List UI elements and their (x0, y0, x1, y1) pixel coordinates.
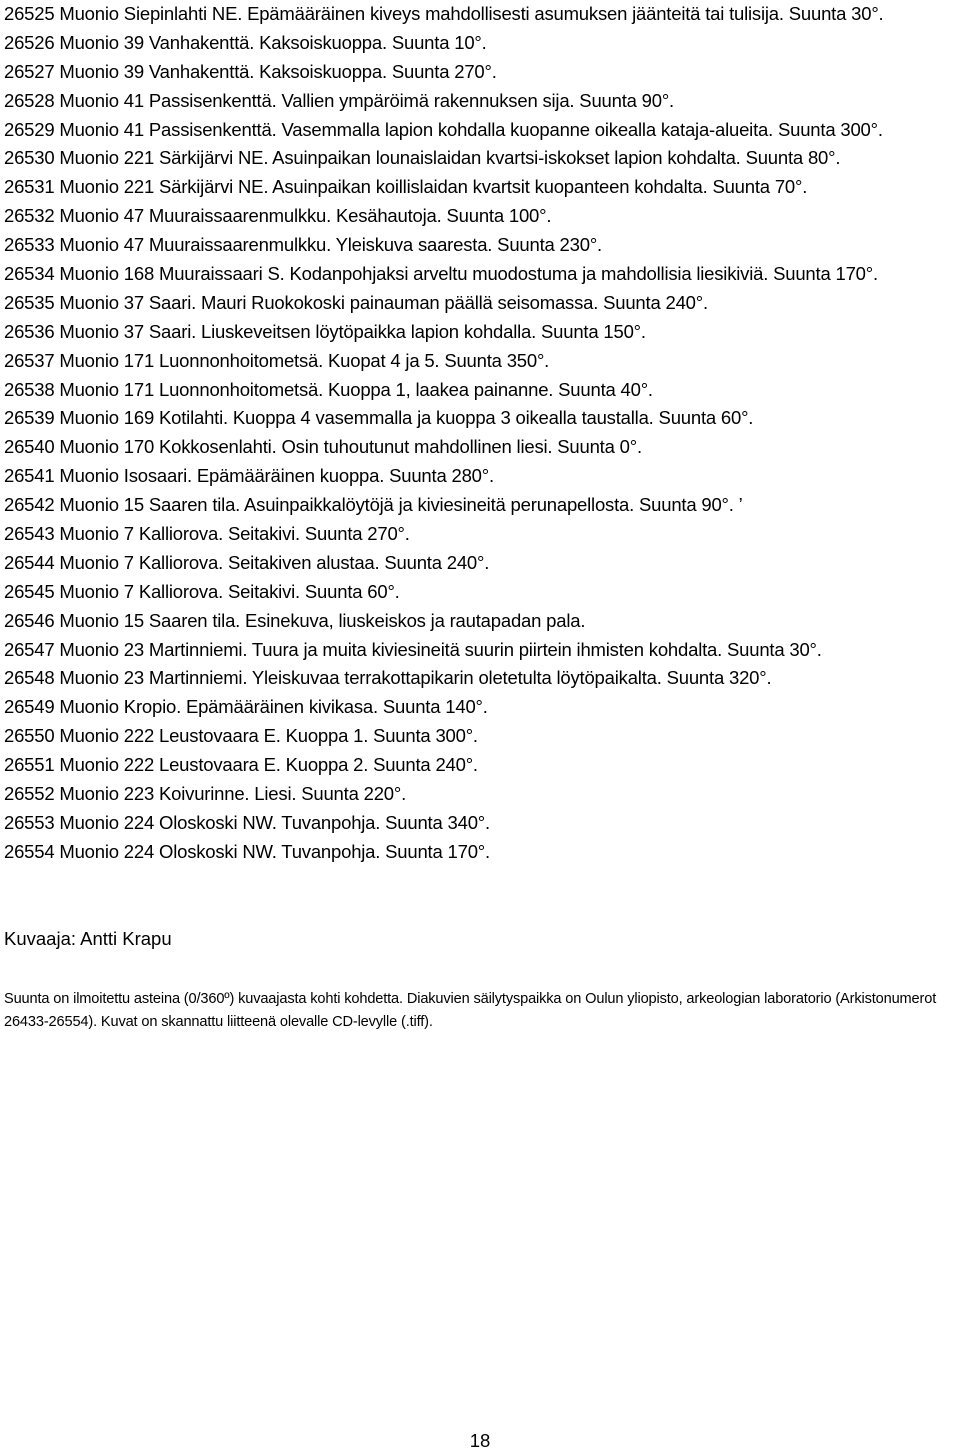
photo-entry: 26538 Muonio 171 Luonnonhoitometsä. Kuoppa 1, laakea painanne. Suunta 40°. (4, 378, 653, 400)
photo-entry: 26550 Muonio 222 Leustovaara E. Kuoppa 1. Suunta 300°. (4, 725, 478, 747)
photo-entry: 26539 Muonio 169 Kotilahti. Kuoppa 4 vasemmalla ja kuoppa 3 oikealla taustalla. Suunta 60°. (4, 407, 754, 429)
photo-entry: 26541 Muonio Isosaari. Epämääräinen kuoppa. Suunta 280°. (4, 465, 494, 487)
photo-entry: 26547 Muonio 23 Martinniemi. Tuura ja muita kiviesineitä suurin piirtein ihmisten kohdalta. Suunta 30°. (4, 638, 822, 660)
photo-entry: 26540 Muonio 170 Kokkosenlahti. Osin tuhoutunut mahdollinen liesi. Suunta 0°. (4, 436, 642, 458)
photo-entry: 26528 Muonio 41 Passisenkenttä. Vallien ympäröimä rakennuksen sija. Suunta 90°. (4, 89, 675, 111)
photo-entry: 26530 Muonio 221 Särkijärvi NE. Asuinpaikan lounaislaidan kvartsi-iskokset lapion kohdalta. Suunta 80°. (4, 147, 841, 169)
photo-entry: 26551 Muonio 222 Leustovaara E. Kuoppa 2. Suunta 240°. (4, 754, 478, 776)
photo-entry: 26536 Muonio 37 Saari. Liuskeveitsen löytöpaikka lapion kohdalla. Suunta 150°. (4, 320, 646, 342)
photo-entry: 26537 Muonio 171 Luonnonhoitometsä. Kuopat 4 ja 5. Suunta 350°. (4, 349, 550, 371)
photo-entry: 26525 Muonio Siepinlahti NE. Epämääräinen kiveys mahdollisesti asumuksen jäänteitä tai tulisija. Suunta 30°. (4, 3, 884, 24)
photo-entry: 26554 Muonio 224 Oloskoski NW. Tuvanpohja. Suunta 170°. (4, 840, 490, 862)
photo-entry: 26546 Muonio 15 Saaren tila. Esinekuva, liuskeiskos ja rautapadan pala. (4, 609, 586, 631)
page-number: 18 (469, 1430, 491, 1451)
photo-entry: 26533 Muonio 47 Muuraissaarenmulkku. Yleiskuva saaresta. Suunta 230°. (4, 234, 602, 256)
photo-entry: 26529 Muonio 41 Passisenkenttä. Vasemmalla lapion kohdalla kuopanne oikealla kataja-alueita. Suunta 300°. (4, 118, 883, 140)
photo-entry: 26553 Muonio 224 Oloskoski NW. Tuvanpohja. Suunta 340°. (4, 811, 490, 833)
photo-entry: 26549 Muonio Kropio. Epämääräinen kivikasa. Suunta 140°. (4, 696, 488, 718)
photo-entry: 26552 Muonio 223 Koivurinne. Liesi. Suunta 220°. (4, 783, 407, 805)
photo-entry: 26527 Muonio 39 Vanhakenttä. Kaksoiskuoppa. Suunta 270°. (4, 60, 497, 82)
photo-entry: 26548 Muonio 23 Martinniemi. Yleiskuvaa terrakottapikarin oletetulta löytöpaikalta. Suunta 320°. (4, 667, 772, 689)
direction-note: Suunta on ilmoitettu asteina (0/360º) kuvaajasta kohti kohdetta. Diakuvien säilytyspaikka on Oulun yliopisto, arkeologian laboratorio (Arkistonumerot 26433-26554). Kuvat on skannattu liitteenä olevalle CD-levylle (.tiff). (4, 990, 937, 1030)
photographer-credit: Kuvaaja: Antti Krapu (4, 928, 172, 949)
photo-entry: 26544 Muonio 7 Kalliorova. Seitakiven alustaa. Suunta 240°. (4, 551, 490, 573)
photo-entry: 26531 Muonio 221 Särkijärvi NE. Asuinpaikan koillislaidan kvartsit kuopanteen kohdalta. Suunta 70°. (4, 176, 808, 198)
photo-entry: 26526 Muonio 39 Vanhakenttä. Kaksoiskuoppa. Suunta 10°. (4, 31, 487, 53)
photo-entry: 26535 Muonio 37 Saari. Mauri Ruokokoski painauman päällä seisomassa. Suunta 240°. (4, 291, 708, 313)
photo-entry-list (4, 0, 956, 867)
photo-entry: 26542 Muonio 15 Saaren tila. Asuinpaikkalöytöjä ja kiviesineitä perunapellosta. Suunta 90°. ’ (4, 494, 743, 516)
photo-entry: 26532 Muonio 47 Muuraissaarenmulkku. Kesähautoja. Suunta 100°. (4, 205, 552, 227)
photo-entry: 26543 Muonio 7 Kalliorova. Seitakivi. Suunta 270°. (4, 523, 410, 545)
photo-entry: 26545 Muonio 7 Kalliorova. Seitakivi. Suunta 60°. (4, 580, 400, 602)
photo-entry: 26534 Muonio 168 Muuraissaari S. Kodanpohjaksi arveltu muodostuma ja mahdollisia liesikiviä. Suunta 170°. (4, 263, 878, 285)
